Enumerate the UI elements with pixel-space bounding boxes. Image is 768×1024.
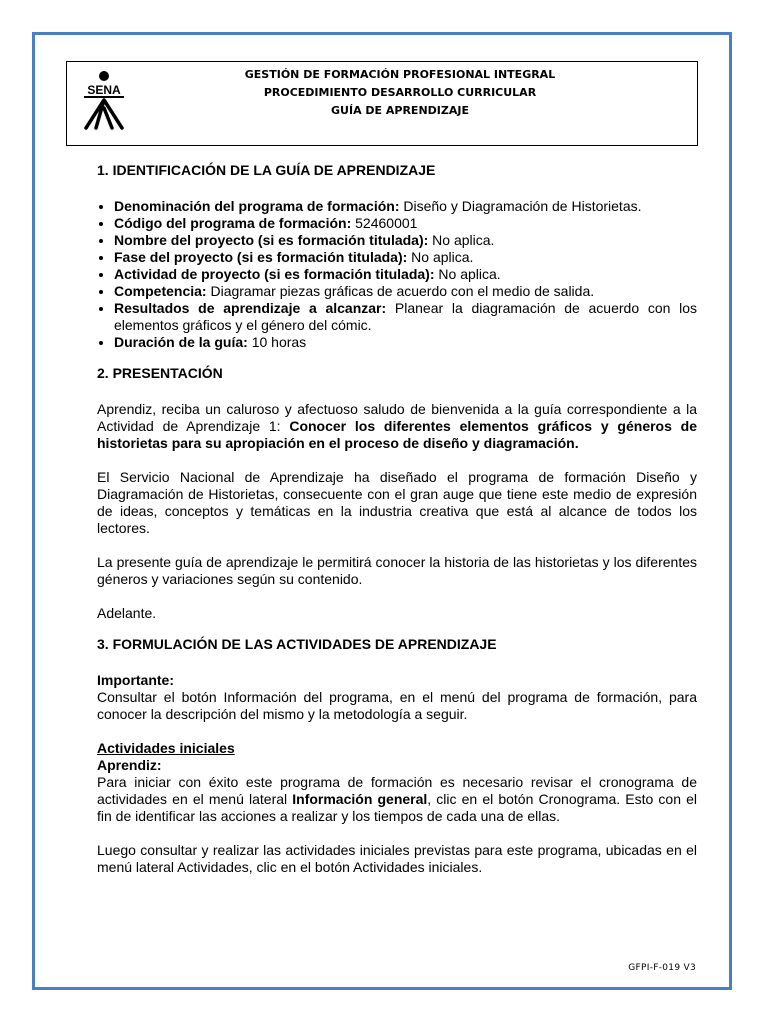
section-2-title: 2. PRESENTACIÓN <box>97 365 223 381</box>
header-line-1: GESTIÓN DE FORMACIÓN PROFESIONAL INTEGRAL <box>244 68 556 81</box>
presentation-paragraph-2: El Servicio Nacional de Aprendizaje ha diseñado el programa de formación Diseño y Diagramación de Historietas, consecuente con el gran auge que tiene este medio de expresión de ideas, conceptos y temáticas en la industria creativa que está al alcance de todos los lectores. <box>97 469 697 536</box>
section-1-title: 1. IDENTIFICACIÓN DE LA GUÍA DE APRENDIZAJE <box>97 162 436 178</box>
list-item: • Nombre del proyecto (si es formación titulada): No aplica. <box>114 232 697 249</box>
identification-list <box>97 198 697 351</box>
document-code: GFPI-F-019 V3 <box>628 963 696 973</box>
header-titles <box>140 66 660 120</box>
section-3-title: 3. FORMULACIÓN DE LAS ACTIVIDADES DE APRENDIZAJE <box>97 636 497 652</box>
sena-logo <box>74 70 134 132</box>
header-line-3: GUÍA DE APRENDIZAJE <box>331 104 469 117</box>
activities-paragraph-1: Para iniciar con éxito este programa de formación es necesario revisar el cronograma de actividades en el menú lateral Información general, clic en el botón Cronograma. Esto con el fin de identificar las acciones a realizar y los tiempos de cada una de ellas. <box>97 774 698 824</box>
aprendiz-label: Aprendiz: <box>97 757 162 773</box>
list-item: • Código del programa de formación: 52460001 <box>114 215 697 232</box>
presentation-paragraph-4: Adelante. <box>97 605 157 621</box>
list-item: • Duración de la guía: 10 horas <box>114 334 697 351</box>
important-text: Consultar el botón Información del programa, en el menú del programa de formación, para conocer la descripción del mismo y la metodología a seguir. <box>97 689 697 722</box>
svg-text:SENA: SENA <box>87 83 121 97</box>
document-body <box>97 162 697 876</box>
presentation-paragraph-3: La presente guía de aprendizaje le permitirá conocer la historia de las historietas y los diferentes géneros y variaciones según su contenido. <box>97 554 697 587</box>
initial-activities-heading: Actividades iniciales <box>97 740 235 756</box>
important-label: Importante: <box>97 672 174 688</box>
list-item: • Denominación del programa de formación: Diseño y Diagramación de Historietas. <box>114 198 697 215</box>
header-line-2: PROCEDIMIENTO DESARROLLO CURRICULAR <box>263 86 537 99</box>
list-item: • Fase del proyecto (si es formación titulada): No aplica. <box>114 249 697 266</box>
list-item: • Competencia: Diagramar piezas gráficas de acuerdo con el medio de salida. <box>114 283 697 300</box>
list-item: • Actividad de proyecto (si es formación titulada): No aplica. <box>114 266 697 283</box>
activities-paragraph-2: Luego consultar y realizar las actividades iniciales previstas para este programa, ubicadas en el menú lateral Actividades, clic en el botón Actividades iniciales. <box>97 842 697 875</box>
list-item: • Resultados de aprendizaje a alcanzar: Planear la diagramación de acuerdo con los elementos gráficos y el género del cómic. <box>114 300 697 334</box>
presentation-paragraph-1: Aprendiz, reciba un caluroso y afectuoso saludo de bienvenida a la guía correspondiente a la Actividad de Aprendizaje 1: Conocer los diferentes elementos gráficos y géneros de historietas para su apropiación en el proceso de diseño y diagramación. <box>97 401 698 451</box>
